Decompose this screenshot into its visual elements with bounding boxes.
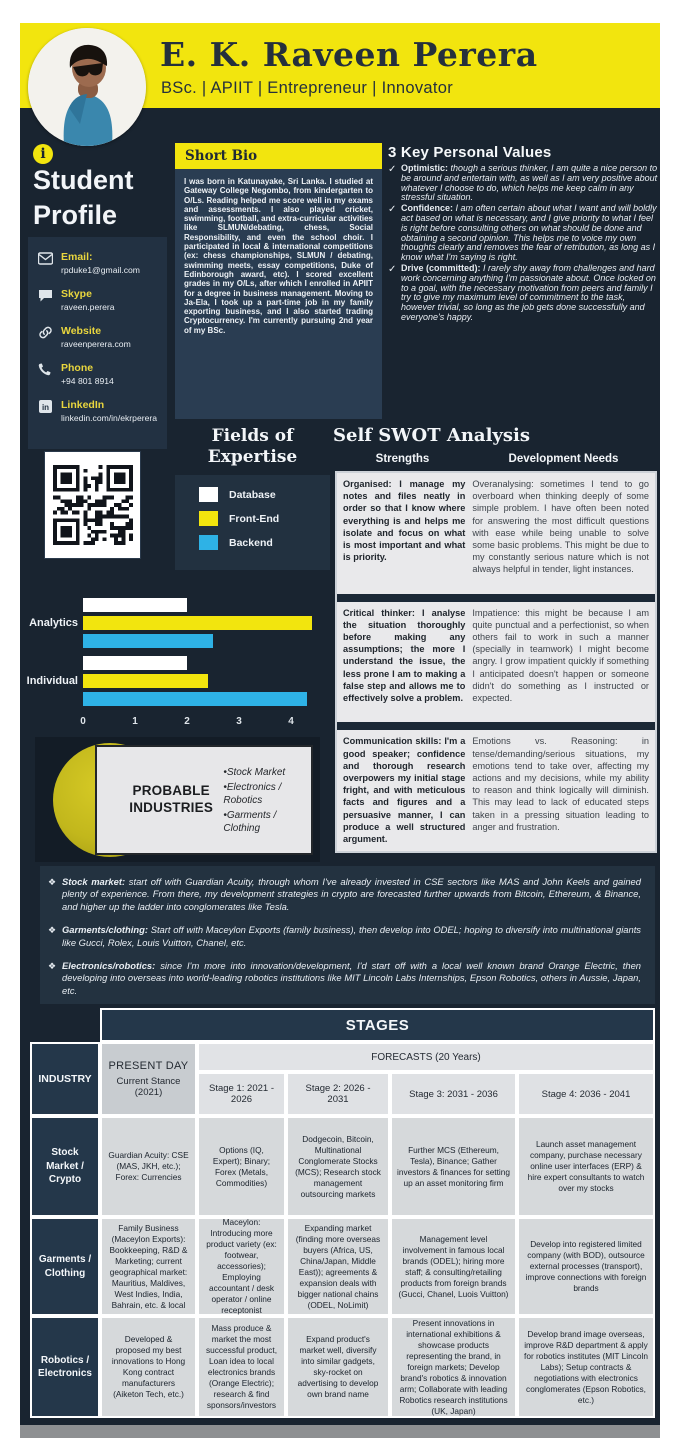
bar-analytics-backend xyxy=(83,634,213,648)
contact-website xyxy=(38,325,167,349)
short-bio-title: Short Bio xyxy=(175,143,382,169)
short-bio-text: I was born in Katunayake, Sri Lanka. I studied at Gateway College Negombo, from kindergarten to O/Ls. Reading helped me score well in my exams and assessments. I also played cricket, swimming, football, and extra-curricular activities like SLMUN/debating, chess, Social Responsibility, and even the school choir. I participated in local & international competitions (ex: chess championships, SLMUN / debating, swimming meets, essay competitions, Duke of Edinborough award, etc). I scored excellent grades in my O/Ls, after which I enrolled in APIIT for a degree in business management. Moving to Ja-Ela, I took up a part-time job in my family exporting business, and I also started trading Cryptocurrency. I'm currently pursuing 2nd year of my BSc. xyxy=(175,169,382,419)
legend-label: Front-End xyxy=(229,512,280,525)
legend-item xyxy=(199,511,330,526)
value-text: I am often certain about what I want and will boldly act based on what is necessary, and I give priority to what I feel is right before consulting others on what should be done and obtaining a second opinion. This helps me to voice my own thoughts clearly and removes the fear of retribution, as long as I know what I'm saying is right. xyxy=(401,203,657,263)
plan-item xyxy=(48,876,641,913)
industry-item: •Garments / Clothing xyxy=(223,809,277,834)
swot-strength: Critical thinker: I analyse the situation thoroughly before making any assumptions; the more I understand the issue, the less prone I am to making a false step and allows me to effectively solve a problem. xyxy=(343,607,466,704)
value-item xyxy=(388,264,660,323)
contact-label: Phone xyxy=(61,362,94,374)
swot-title: Self SWOT Analysis xyxy=(333,425,530,446)
x-tick: 3 xyxy=(236,716,242,727)
check-icon: ✓ xyxy=(388,263,397,275)
development-plans xyxy=(40,866,655,1004)
contact-label: Email: xyxy=(61,251,93,263)
table-cell: Mass produce & market the most successful product, Loan idea to local electronics brands (Orange Electric); research & find sponsors/investors xyxy=(197,1316,286,1418)
legend-item xyxy=(199,487,330,502)
swot-need: Emotions vs. Reasoning: in tense/demanding/serious situations, my emotions tend to take over, affecting my actions and my decisions, while my ability to reason and think logically will diminish. This may lead to lack of educated steps taken in a pressing situation leading to anger and frustration. xyxy=(472,736,649,832)
category-label: Individual xyxy=(26,675,78,687)
diamond-bullet-icon: ❖ xyxy=(48,925,57,936)
table-cell: Develop into registered limited company (with BOD), outsource external processes (transport), improve connections with foreign brands xyxy=(517,1217,655,1316)
personal-values-title: 3 Key Personal Values xyxy=(388,144,552,161)
skype-icon xyxy=(38,289,53,302)
swot-divider xyxy=(337,594,655,602)
contact-linkedin xyxy=(38,399,167,423)
table-cell: Expand product's market well, diversify into similar gadgets, sky-rocket on advertising to develop own brand name xyxy=(286,1316,390,1418)
plan-item xyxy=(48,960,641,997)
footer-strip xyxy=(20,1425,660,1438)
legend-label: Backend xyxy=(229,536,273,549)
contact-phone xyxy=(38,362,167,386)
bar-analytics-database xyxy=(83,598,187,612)
svg-text:in: in xyxy=(41,402,50,412)
contact-email xyxy=(38,251,167,275)
table-cell: Launch asset management company, purchase necessary online user interfaces (ERP) & hire expert consultants to watch over my stocks xyxy=(517,1116,655,1217)
contact-value: rpduke1@gmail.com xyxy=(61,265,140,275)
industry-cell: Stock Market / Crypto xyxy=(30,1116,100,1217)
industry-item: •Electronics / Robotics xyxy=(223,781,282,806)
plan-text: start off with Guardian Acuity, through whom I've already invested in CSE sectors like MAS and John Keels and gained plenty of experience. From there, my development strategies in crypto are forecasted further upwards from Bitcoin, Ethereum, & Binance, and higher up the ladder into conglomerates like Tesla. xyxy=(62,876,641,912)
swot-strength: Communication skills: I'm a good speaker; confidence and thorough research overpowers my initial stage fright, and with meticulous facts and figures and a persuasive manner, I can produce a well structured argument. xyxy=(343,736,466,844)
website-link-icon xyxy=(38,326,53,339)
x-tick: 1 xyxy=(132,716,138,727)
x-tick: 4 xyxy=(288,716,294,727)
table-cell: Dodgecoin, Bitcoin, Multinational Conglomerate Stocks (MCS); Research stock management outsourcing markets xyxy=(286,1116,390,1217)
value-item xyxy=(388,204,660,263)
qr-code xyxy=(45,452,140,558)
swot-column-strengths: Strengths xyxy=(375,453,430,465)
industries-list xyxy=(223,764,311,837)
legend-label: Database xyxy=(229,488,276,501)
contact-value: raveen.perera xyxy=(61,302,115,312)
database-swatch xyxy=(199,487,218,502)
table-cell: Guardian Acuity: CSE (MAS, JKH, etc.); Forex: Currencies xyxy=(100,1116,197,1217)
swot-row xyxy=(337,473,655,594)
legend-item xyxy=(199,535,330,550)
stage-4-header: Stage 4: 2036 - 2041 xyxy=(517,1072,655,1116)
table-cell: Options (IQ, Expert); Binary; Forex (Metals, Commodities) xyxy=(197,1116,286,1217)
phone-icon xyxy=(38,363,53,376)
value-lead: Confidence: xyxy=(401,203,454,214)
front-end-swatch xyxy=(199,511,218,526)
linkedin-icon xyxy=(38,400,53,413)
contact-value: raveenperera.com xyxy=(61,339,131,349)
table-cell: Present innovations in international exhibitions & showcase products representing the brand, in foreign markets; Develop brand's robotics & innovation arm; Collaborate with leading Robotics research institutions (UK, Japan) xyxy=(390,1316,517,1418)
personal-values-list xyxy=(388,164,660,324)
stages-header: STAGES xyxy=(100,1008,655,1042)
plan-item xyxy=(48,924,641,949)
contact-skype xyxy=(38,288,167,312)
contact-label: LinkedIn xyxy=(61,399,105,411)
swot-need: Impatience: this might be because I am quite punctual and a perfectionist, so when others fail to work in such a manner (specially in teamwork) I might become angry. I grow impatient quickly if something I anticipated doesn't happen or someone didn't do something as I instructed or expected. xyxy=(472,607,649,704)
diamond-bullet-icon: ❖ xyxy=(48,961,57,972)
swot-strength: Organised: I manage my notes and files neatly in order so that I know where everything is and helps me isolate and focus on what is most important and what is priority. xyxy=(343,479,466,563)
table-cell: Develop brand image overseas, improve R&D department & apply for robotics institutes (MIT Lincoln Labs); Setup contracts & negotiations with electronics conglomerates (Epson Robotics, etc.) xyxy=(517,1316,655,1418)
bar-analytics-frontend xyxy=(83,616,312,630)
present-day-header: PRESENT DAY Current Stance (2021) xyxy=(100,1042,197,1116)
stage-2-header: Stage 2: 2026 - 2031 xyxy=(286,1072,390,1116)
qr-pattern xyxy=(53,465,133,545)
stages-table xyxy=(30,1008,655,1418)
contact-panel xyxy=(28,237,167,449)
industries-card xyxy=(95,745,313,855)
bar-individual-backend xyxy=(83,692,307,706)
contact-label: Website xyxy=(61,325,102,337)
contact-value: +94 801 8914 xyxy=(61,376,114,386)
person-subtitle: BSc. | APIIT | Entrepreneur | Innovator xyxy=(161,79,454,97)
value-text: I rarely shy away from challenges and hard work concerning anything I'm passionate about. Once locked on to a goal, with the necessary motivation from peers and family I try to give my maximum level of commitment to the task, however trivial, so long as the job gets done successfully and everyone's happy. xyxy=(401,262,656,322)
table-cell: Maceylon: Introducing more product variety (ex: footwear, accessories); Employing accountant / desk operator / online receptonist xyxy=(197,1217,286,1316)
swot-column-needs: Development Needs xyxy=(508,453,619,465)
value-item xyxy=(388,164,660,203)
industry-cell: Robotics / Electronics xyxy=(30,1316,100,1418)
table-cell: Management level involvement in famous local brands (ODEL); hiring more staff; & consulting/retailing products from foreign brands (Gucci, Chanel, Luois Vuitton) xyxy=(390,1217,517,1316)
info-icon: i xyxy=(33,144,53,164)
person-illustration xyxy=(28,28,146,146)
table-cell: Further MCS (Ethereum, Tesla), Binance; Gather investors & finances for setting up an asset monitoring firm xyxy=(390,1116,517,1217)
table-cell: Family Business (Maceylon Exports): Bookkeeping, R&D & Marketing; current geographical market: Mauritius, Maldives, West Indies, India, Bahrain, etc. & local xyxy=(100,1217,197,1316)
sidebar-title: Student Profile xyxy=(33,165,134,231)
contact-label: Skype xyxy=(61,288,92,300)
plan-lead: Stock market: xyxy=(62,876,126,887)
bar-individual-frontend xyxy=(83,674,208,688)
industry-cell: Garments / Clothing xyxy=(30,1217,100,1316)
expertise-legend xyxy=(175,475,330,570)
x-tick: 0 xyxy=(80,716,86,727)
diamond-bullet-icon: ❖ xyxy=(48,877,57,887)
expertise-title: Fields of Expertise xyxy=(207,426,298,468)
person-name: E. K. Raveen Perera xyxy=(160,35,538,74)
email-icon xyxy=(38,252,53,265)
probable-industries-panel xyxy=(35,737,320,862)
plan-text: since I'm more into innovation/development, I'd start off with a local well known brand Orange Electric, then developing into overseas into world-leading robotics institutions like MIT Lincoln Labs Internships, Epson Robotics, others in Aussie, Japan, etc. xyxy=(62,960,642,996)
swot-divider xyxy=(337,722,655,730)
contact-value: linkedin.com/in/ekrperera xyxy=(61,413,158,423)
swot-need: Overanalysing: sometimes I tend to go overboard when thinking deeply of some simple problem. I have often been noted for answering the most difficult questions with ease while being unable to solve some basic problems. This might be due to my constantly serious nature which is not always helpful in tender, light instances. xyxy=(472,479,649,575)
bar-individual-database xyxy=(83,656,187,670)
stage-3-header: Stage 3: 2031 - 2036 xyxy=(390,1072,517,1116)
profile-photo xyxy=(28,28,146,146)
value-text: though a serious thinker, I am quite a nice person to be around and entertain with, as well as I am very positive about whatever I choose to do, which helps me keep calm in any stressful situation. xyxy=(401,163,658,203)
x-tick: 2 xyxy=(184,716,190,727)
check-icon: ✓ xyxy=(388,164,397,175)
poster-canvas xyxy=(20,23,660,1438)
industry-item: •Stock Market xyxy=(223,766,286,778)
table-corner xyxy=(30,1008,100,1042)
category-label: Analytics xyxy=(29,617,78,629)
backend-swatch xyxy=(199,535,218,550)
check-icon: ✓ xyxy=(388,204,397,216)
value-lead: Optimistic: xyxy=(401,163,449,173)
value-lead: Drive (committed): xyxy=(401,262,481,273)
stage-1-header: Stage 1: 2021 - 2026 xyxy=(197,1072,286,1116)
expertise-bar-chart xyxy=(20,593,330,733)
table-cell: Expanding market (finding more overseas buyers (Africa, US, China/Japan, Middle East)); agreements & expansion deals with bigger national chains (ODEL, NoLimit) xyxy=(286,1217,390,1316)
plan-lead: Electronics/robotics: xyxy=(62,960,156,972)
industries-title: PROBABLE INDUSTRIES xyxy=(129,783,214,815)
swot-row xyxy=(337,602,655,723)
plan-text: Start off with Maceylon Exports (family business), then develop into ODEL; hoping to diversify into multinational giants like Gucci, Rolex, Louis Vuitton, Chanel, etc. xyxy=(62,924,641,948)
industry-header: INDUSTRY xyxy=(30,1042,100,1116)
swot-table xyxy=(335,471,657,853)
forecasts-header: FORECASTS (20 Years) xyxy=(197,1042,655,1072)
table-cell: Developed & proposed my best innovations to Hong Kong contract manufacturers (Aiketon Tech, etc.) xyxy=(100,1316,197,1418)
swot-row xyxy=(337,730,655,851)
plan-lead: Garments/clothing: xyxy=(62,924,148,936)
